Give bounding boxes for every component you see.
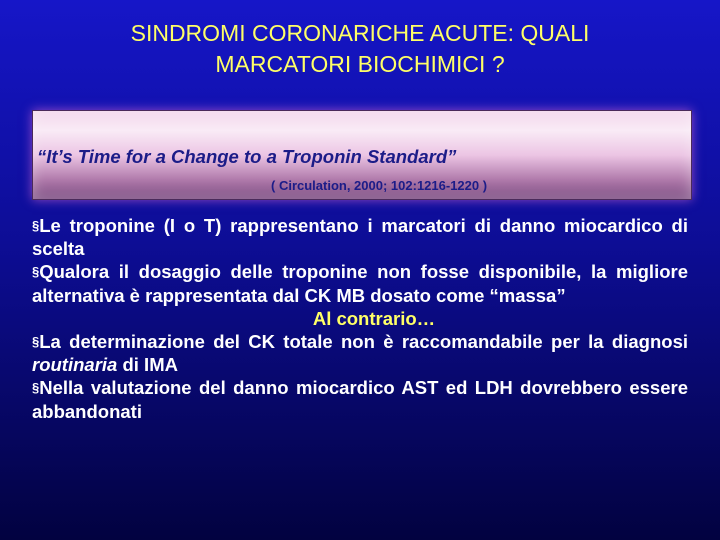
bullet-paragraph-ckmb bbox=[32, 260, 688, 306]
bullet-paragraph-ast-ldh bbox=[32, 376, 688, 422]
quote-text: “It’s Time for a Change to a Troponin Standard” bbox=[37, 146, 457, 167]
slide-title bbox=[0, 18, 720, 80]
bullet-paragraph-troponine bbox=[32, 214, 688, 260]
contrast-heading: Al contrario… bbox=[312, 307, 436, 329]
bullet-icon: § bbox=[32, 264, 40, 280]
slide-title-line-1: SINDROMI CORONARICHE ACUTE: QUALI bbox=[130, 20, 590, 46]
bullet-paragraph-ck-totale bbox=[32, 330, 688, 376]
bullet-text: Le troponine (I o T) rappresentano i marcatori di danno miocardico di scelta bbox=[32, 215, 688, 260]
bullet-icon: § bbox=[32, 334, 40, 350]
quote-box bbox=[32, 110, 692, 200]
bullet-icon: § bbox=[32, 218, 40, 233]
bullet-text: Nella valutazione del danno miocardico AST ed LDH dovrebbero essere abbandonati bbox=[32, 377, 688, 422]
bullet-text: Qualora il dosaggio delle troponine non fosse disponibile, la migliore alternativa è rappresentata dal CK MB dosato come “massa” bbox=[32, 261, 688, 306]
slide-body bbox=[32, 214, 688, 423]
bullet-text-italic: routinaria bbox=[32, 354, 118, 376]
bullet-text: di IMA bbox=[117, 354, 178, 376]
quote-source: ( Circulation, 2000; 102:1216-1220 ) bbox=[271, 178, 488, 193]
bullet-text: La determinazione del CK totale non è raccomandabile per la diagnosi bbox=[39, 331, 688, 353]
slide-title-line-2: MARCATORI BIOCHIMICI ? bbox=[215, 51, 505, 77]
bullet-icon: § bbox=[32, 380, 40, 396]
